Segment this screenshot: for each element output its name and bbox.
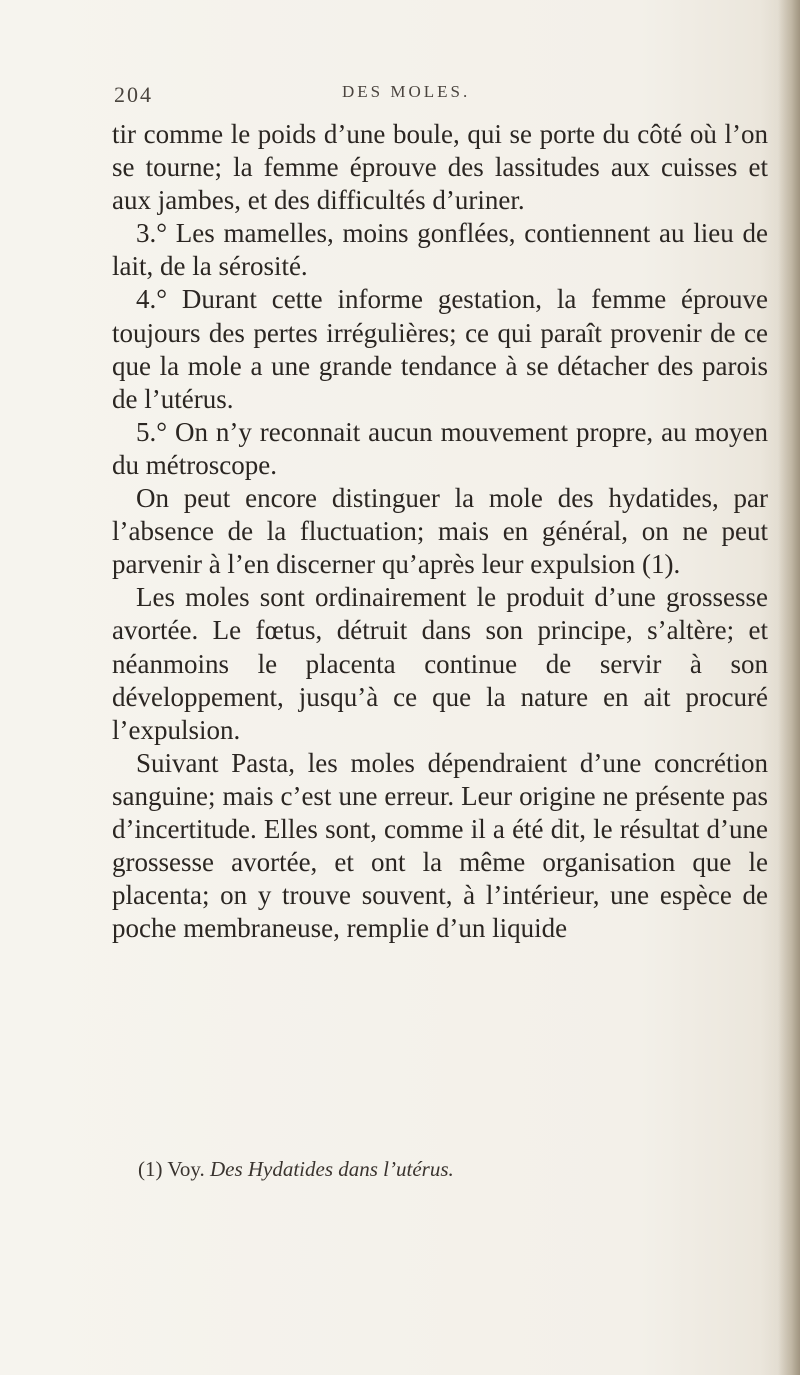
paragraph-continuation: tir comme le poids d’une boule, qui se porte du côté où l’on se tourne; la femme éprouve des lassitudes aux cuisses et aux jambes, et des difficultés d’uriner. [112, 119, 768, 216]
footnote-marker: (1) Voy. [138, 1157, 205, 1181]
page-header [114, 82, 754, 112]
paragraph-point-5: 5.° On n’y reconnait aucun mouvement propre, au moyen du métroscope. [112, 416, 768, 480]
footnote-title: Des Hydatides dans l’utérus. [209, 1157, 454, 1181]
paragraph-pasta: Suivant Pasta, les moles dépendraient d’une concrétion sanguine; mais c’est une erreur. Leur origine ne présente pas d’incertitude. Elles sont, comme il a été dit, le résultat d’une grossesse avortée, et ont la même organisation que le placenta; on y trouve souvent, à l’intérieur, une espèce de poche membraneuse, remplie d’un liquide [112, 747, 768, 944]
page-edge-shadow [778, 0, 800, 1375]
page-number: 204 [114, 82, 153, 107]
paragraph-point-4: 4.° Durant cette informe gestation, la femme éprouve toujours des pertes irrégulières; ce qui paraît provenir de ce que la mole a une grande tendance à se détacher des parois de l’utérus. [112, 284, 768, 414]
paragraph-hydatides: On peut encore distinguer la mole des hydatides, par l’absence de la fluctuation; mais en général, on ne peut parvenir à l’en discerner qu’après leur expulsion (1). [112, 483, 768, 580]
paragraph-origin: Les moles sont ordinairement le produit d’une grossesse avortée. Le fœtus, détruit dans son principe, s’altère; et néanmoins le placenta continue de servir à son développement, jusqu’à ce que la nature en ait procuré l’expulsion. [112, 582, 768, 745]
body-text [112, 118, 768, 945]
running-title: DES MOLES. [342, 82, 471, 101]
paragraph-point-3: 3.° Les mamelles, moins gonflées, contiennent au lieu de lait, de la sérosité. [112, 218, 768, 282]
footnote [138, 1157, 738, 1182]
